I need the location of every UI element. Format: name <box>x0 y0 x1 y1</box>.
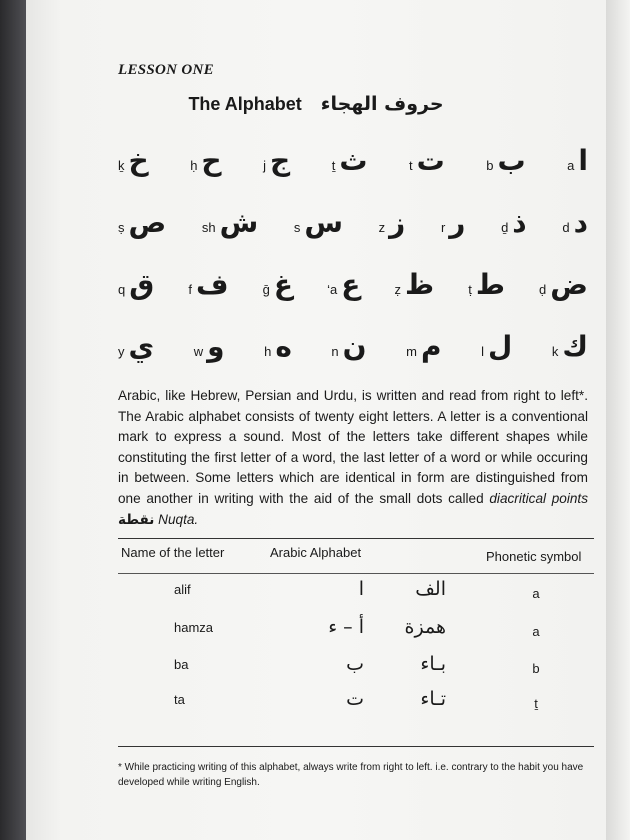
arabic-letter: س <box>304 206 343 239</box>
arabic-letter: ش <box>219 206 259 239</box>
arabic-letter: ف <box>196 268 229 301</box>
footnote-rule <box>118 746 594 747</box>
letter-cell <box>193 330 225 363</box>
transliteration: ‘a <box>327 282 338 297</box>
table-row <box>118 688 594 722</box>
transliteration: d <box>562 220 570 235</box>
arabic-letter: ع <box>341 268 361 301</box>
phonetic-symbol: ṯ <box>534 696 538 711</box>
letter-cell <box>331 144 368 177</box>
table-header-rule <box>118 573 594 574</box>
table-row <box>118 578 594 612</box>
letter-cell <box>378 206 406 239</box>
arabic-letter: ح <box>201 144 222 177</box>
letter-cell <box>551 330 588 363</box>
arabic-letter: ت <box>416 144 445 177</box>
letter-name: alif <box>174 582 191 597</box>
arabic-letter: ط <box>475 268 505 301</box>
letter-name: hamza <box>174 620 214 635</box>
arabic-letter: ن <box>342 330 367 363</box>
transliteration: n <box>331 344 339 359</box>
facing-page-edge <box>604 0 630 840</box>
paragraph-text: Arabic, like Hebrew, Persian and Urdu, is written and read from right to left*. The Arabic alphabet consists of twenty eight letters. A letter is a conventional mark to express a sound. Most of the letters take different shapes while constituting the first letter of a word, the last letter of a word or while occuring in between. Some letters which are identical in form are distinguished from one another in writing with the aid of the small dots called <box>118 388 588 506</box>
transliteration: q <box>118 282 126 297</box>
page-title <box>26 93 606 115</box>
letter-cell <box>118 268 155 301</box>
letter-cell <box>201 206 259 239</box>
transliteration: m <box>406 344 417 359</box>
letter-cell <box>118 330 155 363</box>
letter-form: ت <box>346 688 364 710</box>
transliteration: b <box>486 158 494 173</box>
arabic-letter: غ <box>273 268 294 301</box>
transliteration: f <box>188 282 193 297</box>
letter-cell <box>539 268 588 301</box>
arabic-letter: ه <box>275 330 292 363</box>
arabic-letter: ص <box>128 206 167 239</box>
transliteration: r <box>440 220 446 235</box>
table-row <box>118 653 594 687</box>
letter-cell <box>501 206 527 239</box>
transliteration: ḥ <box>190 158 198 173</box>
letter-cell <box>394 268 435 301</box>
transliteration: ḏ <box>501 220 509 235</box>
letter-word: بـاء <box>420 653 446 675</box>
letter-cell <box>481 330 513 363</box>
transliteration: sh <box>201 220 216 235</box>
transliteration: ẓ <box>394 282 402 297</box>
transliteration: y <box>118 344 125 359</box>
transliteration: a <box>567 158 575 173</box>
phonetic-symbol: a <box>532 624 540 639</box>
letter-cell <box>190 144 222 177</box>
letter-name: ba <box>174 657 189 672</box>
term-arabic: نقطة <box>118 511 155 528</box>
letter-cell <box>263 144 291 177</box>
letter-form: أ – ء <box>328 616 364 638</box>
transliteration: ṭ <box>468 282 472 297</box>
title-arabic: حروف الهجاء <box>320 93 444 115</box>
phonetic-symbol: b <box>532 661 540 676</box>
letter-form: ب <box>346 653 364 675</box>
arabic-letter: م <box>420 330 442 363</box>
alphabet-row <box>118 254 588 316</box>
letter-cell <box>118 144 149 177</box>
term-transliteration: Nuqta. <box>158 511 199 527</box>
letter-cell <box>188 268 229 301</box>
arabic-letter: ث <box>339 144 368 177</box>
arabic-letter: ي <box>128 330 155 363</box>
arabic-letter: ض <box>550 268 588 301</box>
letter-word: تـاء <box>420 688 446 710</box>
letter-cell <box>331 330 367 363</box>
table-row <box>118 616 594 650</box>
letter-cell <box>262 268 294 301</box>
alphabet-row <box>118 316 588 378</box>
alphabet-row <box>118 130 588 192</box>
arabic-letter: ق <box>129 268 155 301</box>
arabic-letter: ر <box>449 206 466 239</box>
transliteration: t <box>408 158 413 173</box>
transliteration: j <box>263 158 266 173</box>
intro-paragraph <box>118 386 588 530</box>
letter-cell <box>327 268 361 301</box>
letter-cell <box>118 206 167 239</box>
header-phonetic: Phonetic symbol <box>486 549 582 564</box>
letter-cell <box>486 144 526 177</box>
footnote: * While practicing writing of this alphabet, always write from right to left. i.e. contrary to the habit you have developed while writing English. <box>118 762 584 788</box>
transliteration: h <box>264 344 272 359</box>
letter-cell <box>567 144 588 177</box>
title-english: The Alphabet <box>188 94 302 114</box>
arabic-letter: د <box>573 206 588 239</box>
letter-cell <box>468 268 505 301</box>
letter-word: الف <box>415 578 446 600</box>
letter-cell <box>406 330 442 363</box>
transliteration: ḍ <box>539 282 547 297</box>
transliteration: k <box>551 344 559 359</box>
alphabet-grid <box>118 130 588 378</box>
arabic-letter: ذ <box>512 206 527 239</box>
arabic-letter: ا <box>578 144 588 177</box>
lesson-heading: LESSON ONE <box>118 62 214 78</box>
transliteration: l <box>481 344 484 359</box>
alphabet-row <box>118 192 588 254</box>
transliteration: ṣ <box>118 220 125 235</box>
letter-cell <box>264 330 292 363</box>
letter-form: ا <box>358 578 364 600</box>
letter-cell <box>408 144 445 177</box>
transliteration: z <box>378 220 386 235</box>
transliteration: ḵ <box>118 158 125 173</box>
table-top-rule <box>118 538 594 539</box>
arabic-letter: ل <box>487 330 513 363</box>
phonetic-symbol: a <box>532 586 540 601</box>
transliteration: w <box>193 344 204 359</box>
arabic-letter: ب <box>497 144 526 177</box>
letter-cell <box>293 206 343 239</box>
arabic-letter: ك <box>562 330 588 363</box>
arabic-letter: خ <box>128 144 149 177</box>
letter-cell <box>562 206 588 239</box>
transliteration: s <box>293 220 301 235</box>
transliteration: ḡ <box>262 282 270 297</box>
arabic-letter: و <box>207 330 225 363</box>
letter-name: ta <box>174 692 185 707</box>
arabic-letter: ظ <box>405 268 435 301</box>
header-name: Name of the letter <box>121 545 225 560</box>
arabic-letter: ز <box>389 206 406 239</box>
arabic-letter: ج <box>270 144 291 177</box>
letter-word: همزة <box>404 616 446 638</box>
transliteration: ṯ <box>331 158 336 173</box>
header-arabic: Arabic Alphabet <box>270 545 362 560</box>
term-diacritical-points: diacritical points <box>489 490 589 506</box>
book-page <box>26 0 606 840</box>
letter-cell <box>440 206 466 239</box>
